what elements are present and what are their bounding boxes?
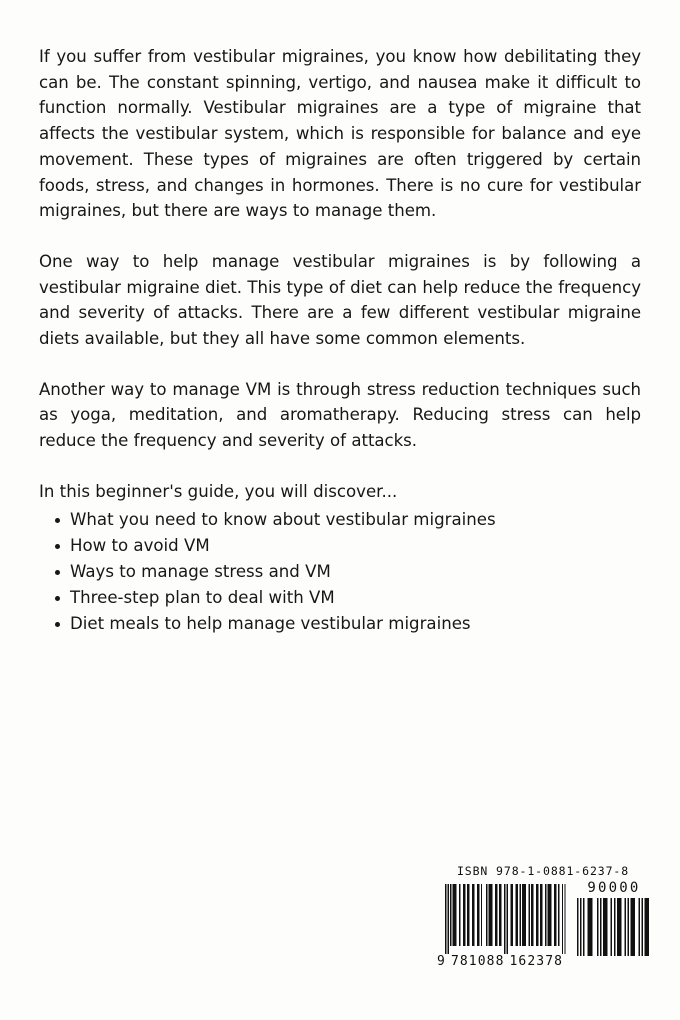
isbn-barcode-block	[437, 864, 649, 969]
list-item: Three-step plan to deal with VM	[39, 585, 641, 611]
list-item: Ways to manage stress and VM	[39, 559, 641, 585]
ean13-digits	[437, 954, 577, 969]
paragraph-diet: One way to help manage vestibular migraines is by following a vestibular migraine diet. This type of diet can help reduce the frequency and severity of attacks. There are a few different vestibular migraine diets available, but they all have some common elements.	[39, 251, 641, 349]
barcode-bars-row	[437, 880, 649, 969]
discover-lead-in: In this beginner's guide, you will discover...	[39, 481, 398, 501]
body-copy-block	[39, 44, 641, 637]
list-item: Diet meals to help manage vestibular migraines	[39, 611, 641, 637]
isbn-label: ISBN 978-1-0881-6237-8	[456, 864, 630, 878]
addon-digits: 90000	[587, 880, 641, 896]
paragraph-intro: If you suffer from vestibular migraines, you know how debilitating they can be. The constant spinning, vertigo, and nausea make it difficult to function normally. Vestibular migraines are a type of migraine that affects the vestibular system, which is responsible for balance and eye movement. These types of migraines are often triggered by certain foods, stress, and changes in hormones. There is no cure for vestibular migraines, but there are ways to manage them.	[39, 47, 641, 221]
discover-section	[39, 479, 641, 637]
paragraph-stress: Another way to manage VM is through stress reduction techniques such as yoga, meditation, and aromatherapy. Reducing stress can help reduce the frequency and severity of attacks.	[39, 379, 641, 451]
ean13-left-group: 781088	[450, 954, 505, 969]
list-item: How to avoid VM	[39, 533, 641, 559]
ean13-right-group: 162378	[509, 954, 564, 969]
list-item: What you need to know about vestibular migraines	[39, 507, 641, 533]
discover-bullet-list	[39, 507, 641, 637]
price-addon-block	[577, 881, 649, 956]
ean13-barcode-image	[445, 884, 567, 954]
ean13-lead-digit: 9	[437, 954, 446, 969]
ean5-addon-barcode-image	[577, 898, 649, 956]
